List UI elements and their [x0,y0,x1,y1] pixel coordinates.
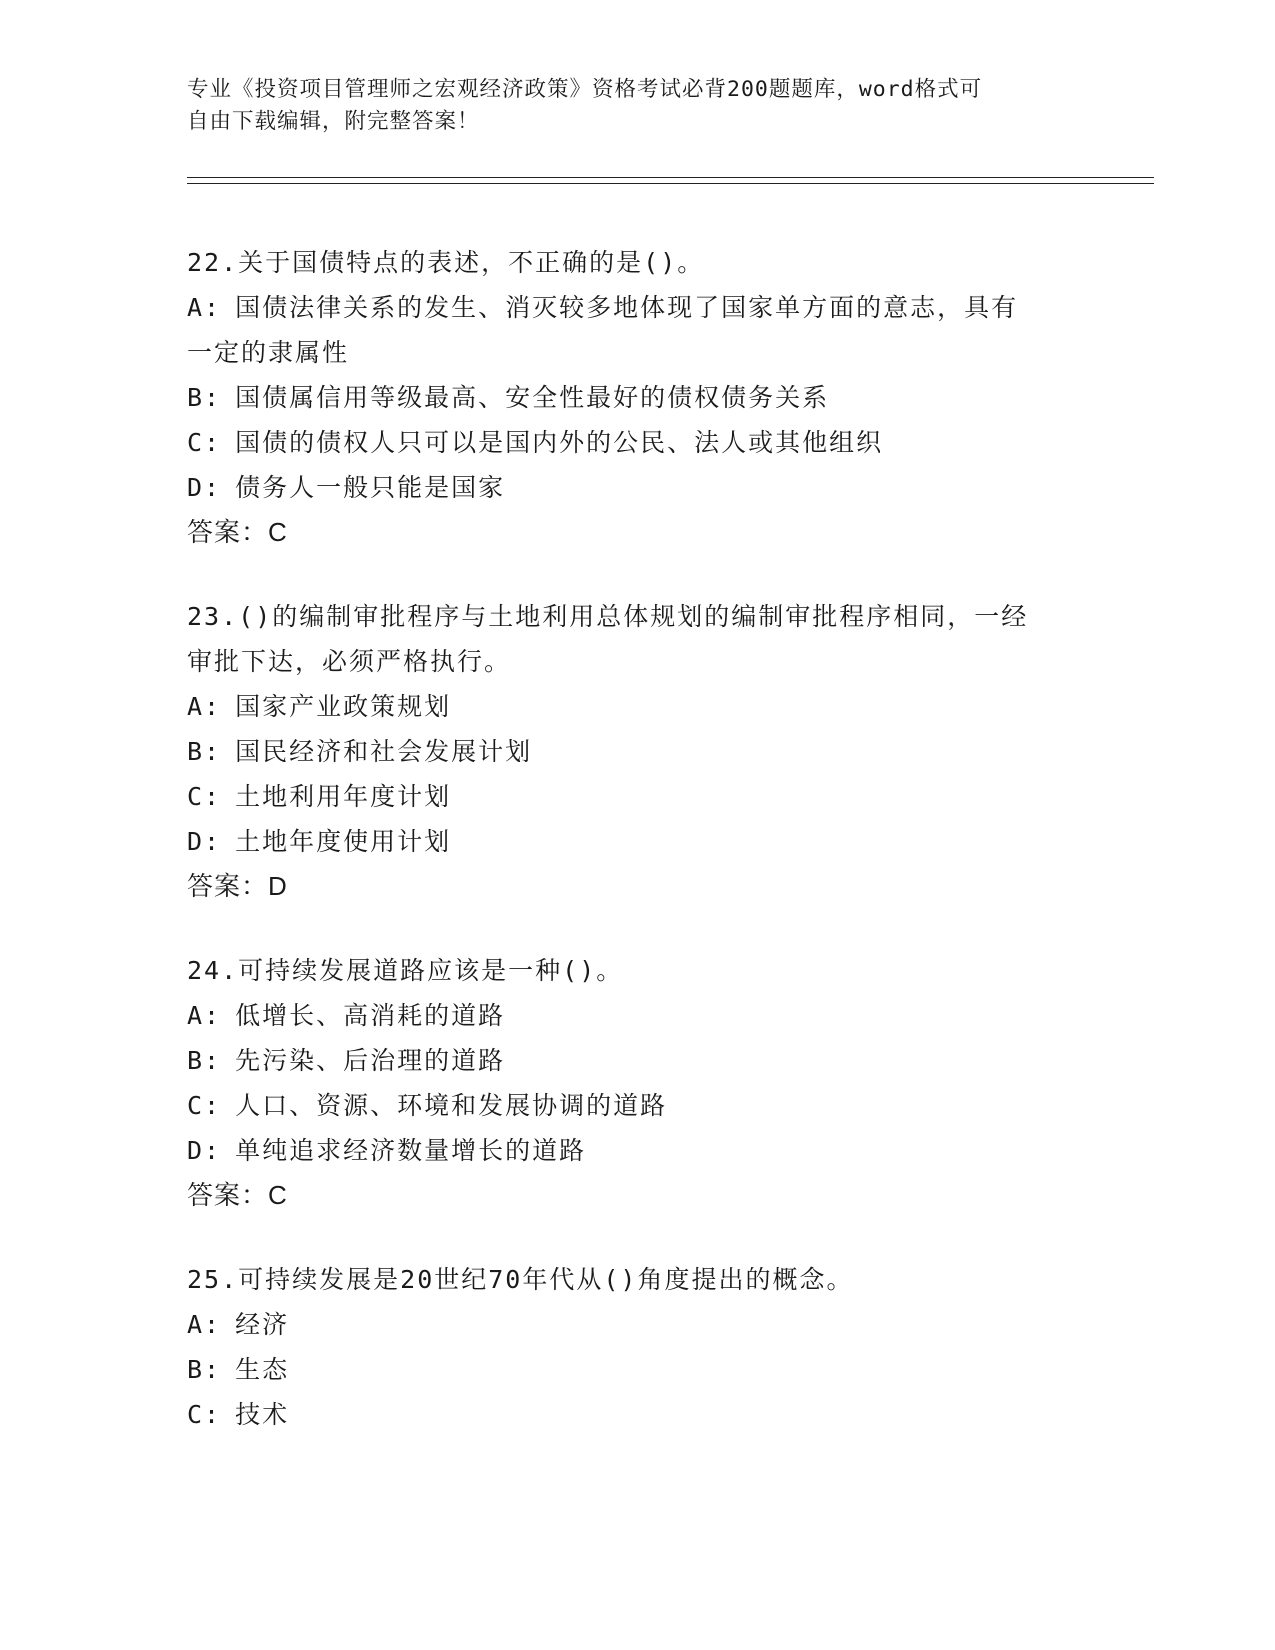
question-stem: 22.关于国债特点的表述，不正确的是()。 [187,248,705,277]
option-c [187,1392,1087,1437]
option-text: 土地年度使用计划 [235,827,452,856]
option-text: 国债属信用等级最高、安全性最好的债权债务关系 [235,383,830,412]
option-text: 国民经济和社会发展计划 [235,737,533,766]
option-key: D: [187,473,222,502]
option-a [187,1302,1087,1347]
question-22 [187,240,1087,555]
option-key: B: [187,737,222,766]
question-stem: 23.()的编制审批程序与土地利用总体规划的编制审批程序相同，一经 [187,602,1029,631]
option-text: 土地利用年度计划 [235,782,452,811]
option-a [187,684,1087,729]
option-text: 单纯追求经济数量增长的道路 [235,1136,587,1165]
option-a [187,285,1087,330]
header-title-line-1: 专业《投资项目管理师之宏观经济政策》资格考试必背200题题库，word格式可 [187,77,983,102]
option-b [187,1038,1087,1083]
option-a-continuation: 一定的隶属性 [187,338,350,367]
option-key: B: [187,383,222,412]
option-key: A: [187,293,222,322]
option-text: 低增长、高消耗的道路 [235,1001,506,1030]
option-b [187,375,1087,420]
question-25 [187,1257,1087,1437]
answer-label: 答案：D [187,871,288,901]
option-b [187,1347,1087,1392]
option-d [187,1128,1087,1173]
option-key: C: [187,1091,222,1120]
option-key: B: [187,1046,222,1075]
option-key: B: [187,1355,222,1384]
question-24 [187,948,1087,1218]
option-key: C: [187,782,222,811]
option-text: 人口、资源、环境和发展协调的道路 [235,1091,668,1120]
option-d [187,819,1087,864]
option-c [187,774,1087,819]
question-list [187,240,1087,1476]
option-key: C: [187,1400,222,1429]
document-header [187,74,1067,138]
question-stem: 25.可持续发展是20世纪70年代从()角度提出的概念。 [187,1265,854,1294]
option-b [187,729,1087,774]
question-stem: 24.可持续发展道路应该是一种()。 [187,956,624,985]
header-title-line-2: 自由下载编辑，附完整答案！ [187,109,480,134]
option-a [187,993,1087,1038]
option-d [187,465,1087,510]
option-key: C: [187,428,222,457]
option-c [187,420,1087,465]
option-key: A: [187,692,222,721]
option-text: 生态 [235,1355,290,1384]
answer-label: 答案：C [187,1180,288,1210]
question-23 [187,594,1087,909]
option-text: 国家产业政策规划 [235,692,452,721]
option-text: 经济 [235,1310,290,1339]
answer-label: 答案：C [187,517,288,547]
option-key: A: [187,1310,222,1339]
option-text: 国债的债权人只可以是国内外的公民、法人或其他组织 [235,428,884,457]
header-divider [187,177,1154,184]
option-text: 技术 [235,1400,290,1429]
option-text: 债务人一般只能是国家 [235,473,506,502]
question-stem-continuation: 审批下达，必须严格执行。 [187,647,512,676]
option-key: D: [187,1136,222,1165]
option-c [187,1083,1087,1128]
option-text: 国债法律关系的发生、消灭较多地体现了国家单方面的意志，具有 [235,293,1019,322]
option-key: A: [187,1001,222,1030]
option-key: D: [187,827,222,856]
option-text: 先污染、后治理的道路 [235,1046,506,1075]
